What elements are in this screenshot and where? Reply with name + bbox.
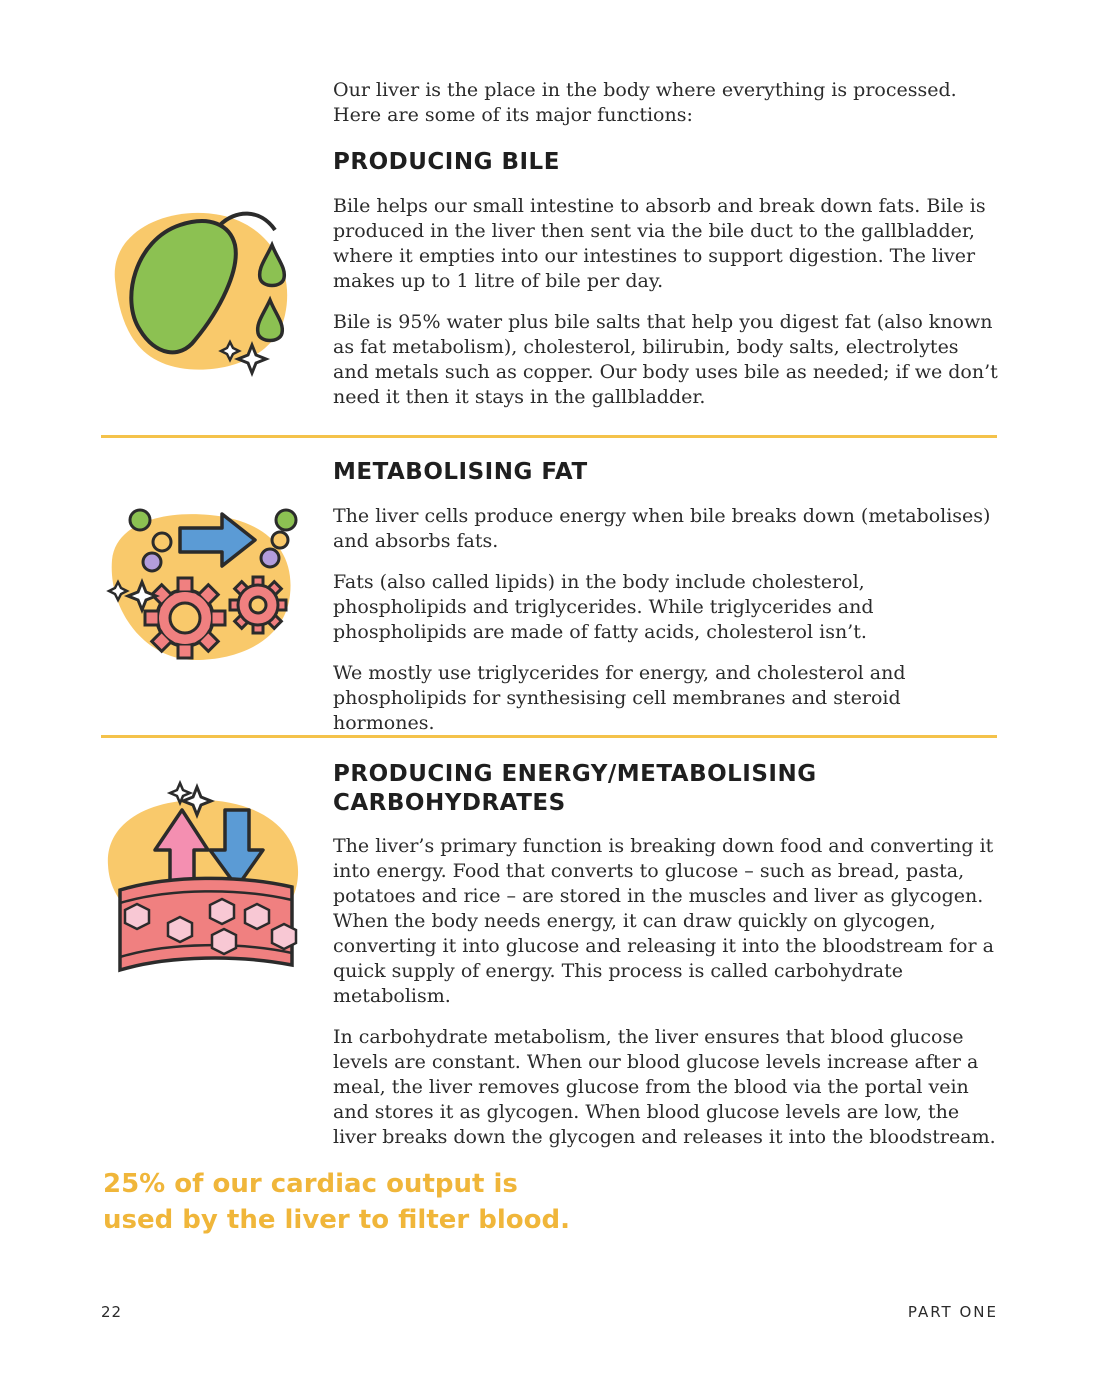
page-number: 22 (101, 1303, 123, 1321)
blood-vessel-glucose-icon (100, 775, 310, 985)
paragraph: Fats (also called lipids) in the body include cholesterol, phospholipids and triglycerides. While triglycerides and phospholipids are made of fatty acids, cholesterol isn’t. (333, 571, 874, 643)
callout-fact: 25% of our cardiac output is used by the liver to filter blood. (103, 1169, 570, 1235)
section-body (333, 194, 998, 426)
section-body (333, 504, 998, 752)
section-heading: METABOLISING FAT (333, 459, 588, 485)
section-body (333, 834, 998, 1166)
paragraph: Bile is 95% water plus bile salts that help you digest fat (also known as fat metabolism), cholesterol, bilirubin, body salts, electrolytes and metals such as copper. Our body uses bile as needed; if we don’t need it then it stays in the gallbladder. (333, 311, 998, 408)
section-divider (101, 435, 997, 438)
gears-metabolism-icon (100, 500, 310, 675)
intro-text: Our liver is the place in the body where everything is processed. Here are some of its major functions: (333, 79, 957, 126)
paragraph: The liver’s primary function is breaking down food and converting it into energy. Food that converts to glucose – such as bread, pasta, potatoes and rice – are stored in the muscles and liver as glycogen. When the body needs energy, it can draw quickly on glycogen, converting it into glucose and releasing it into the bloodstream for a quick supply of energy. This process is called carbohydrate metabolism. (333, 835, 994, 1007)
section-divider (101, 735, 997, 738)
paragraph: Bile helps our small intestine to absorb and break down fats. Bile is produced in the liver then sent via the bile duct to the gallbladder, where it empties into our intestines to support digestion. The liver makes up to 1 litre of bile per day. (333, 195, 986, 292)
gallbladder-icon (100, 200, 310, 385)
running-footer-part: PART ONE (907, 1303, 998, 1321)
section-heading: PRODUCING ENERGY/METABOLISING CARBOHYDRATES (333, 761, 817, 816)
paragraph: The liver cells produce energy when bile breaks down (metabolises) and absorbs fats. (333, 505, 991, 552)
paragraph: We mostly use triglycerides for energy, and cholesterol and phospholipids for synthesising cell membranes and steroid hormones. (333, 662, 906, 734)
section-heading: PRODUCING BILE (333, 149, 560, 175)
paragraph: In carbohydrate metabolism, the liver ensures that blood glucose levels are constant. When our blood glucose levels increase after a meal, the liver removes glucose from the blood via the portal vein and stores it as glycogen. When blood glucose levels are low, the liver breaks down the glycogen and releases it into the bloodstream. (333, 1026, 996, 1148)
